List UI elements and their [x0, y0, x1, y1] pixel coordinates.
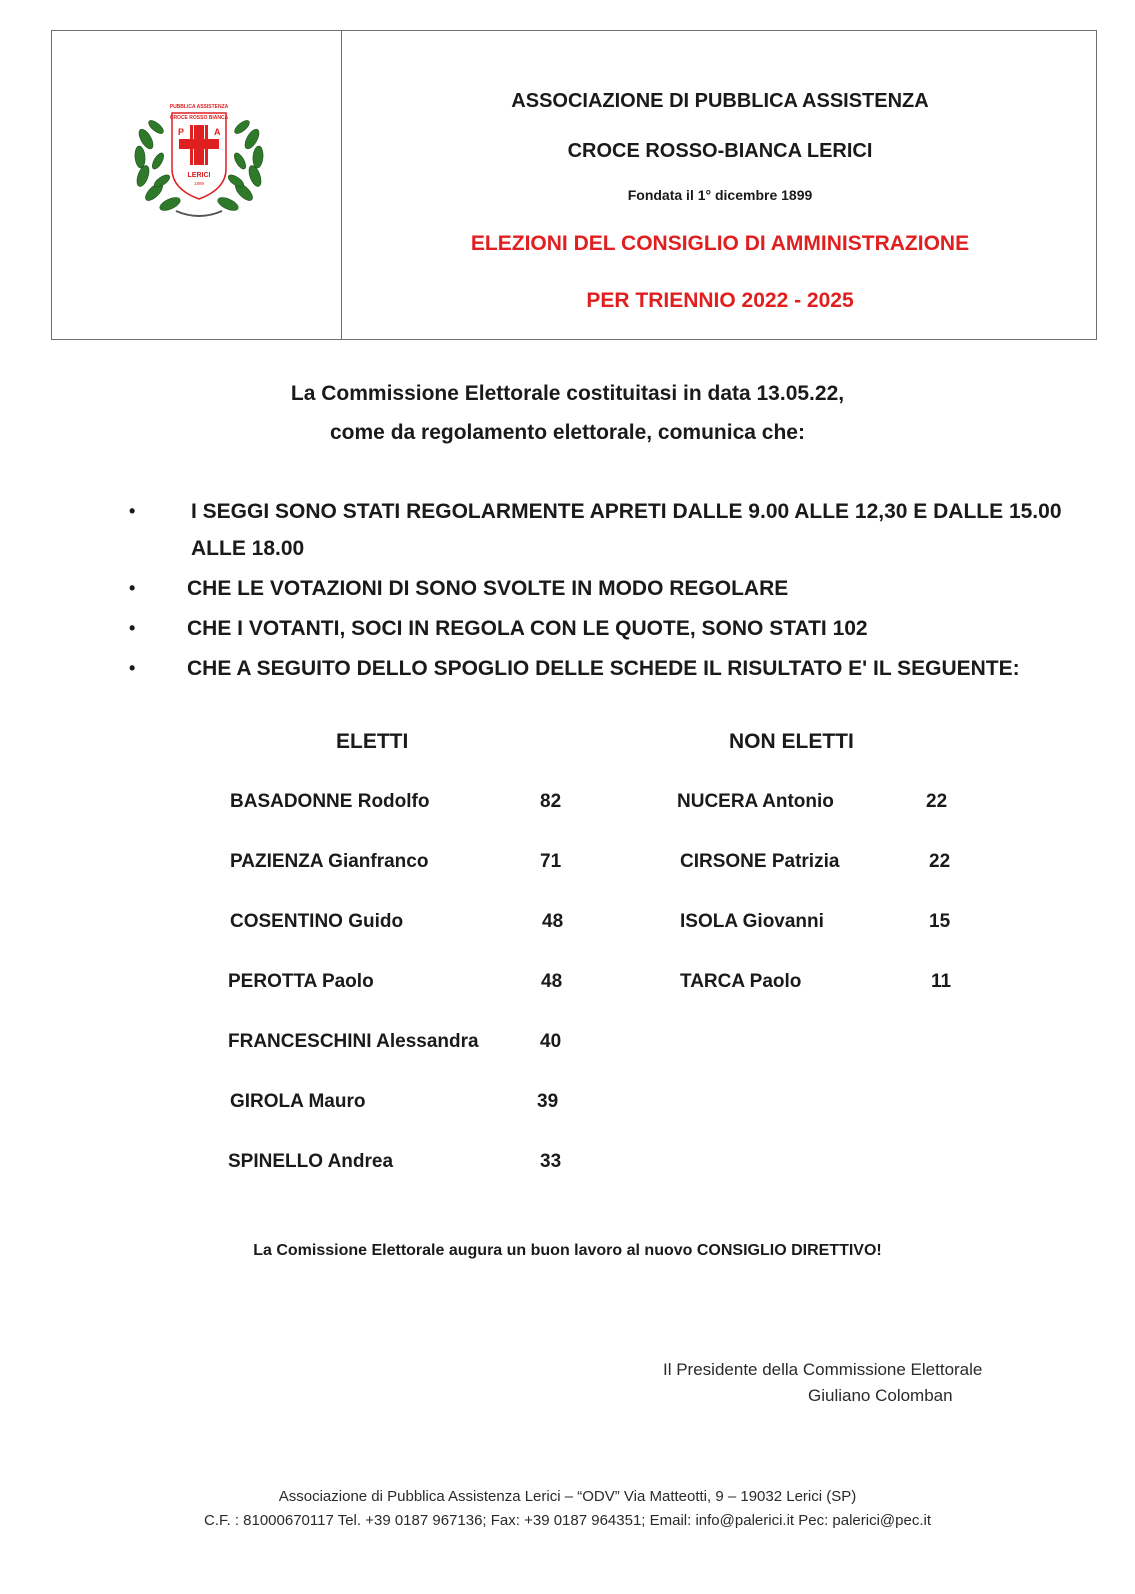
not-elected-votes: 15 [929, 911, 951, 932]
elected-votes: 48 [541, 971, 563, 992]
elected-votes: 71 [540, 851, 562, 872]
elected-heading: ELETTI [336, 730, 409, 753]
letterhead [51, 30, 1097, 340]
not-elected-name: CIRSONE Patrizia [680, 851, 840, 872]
signature-name: Giuliano Colomban [808, 1386, 953, 1405]
organization-name: ASSOCIAZIONE DI PUBBLICA ASSISTENZA [511, 90, 929, 112]
announcement-item [125, 570, 1065, 607]
elected-votes: 40 [540, 1031, 562, 1052]
signature-title: Il Presidente della Commissione Elettorale [663, 1360, 983, 1379]
logo-letter-left: P [178, 127, 185, 137]
logo-top-text-2: CROCE ROSSO BIANCA [169, 115, 229, 121]
announcement-item [125, 610, 1065, 647]
logo-cell [52, 31, 341, 339]
header-text [342, 31, 1098, 339]
logo-bottom-text: LERICI [187, 172, 211, 179]
not-elected-heading: NON ELETTI [729, 730, 854, 753]
association-logo [132, 99, 266, 221]
bullet-icon: • [129, 658, 136, 678]
announcement-text: CHE LE VOTAZIONI DI SONO SVOLTE IN MODO REGOLARE [187, 577, 789, 600]
intro-line-1: La Commissione Elettorale costituitasi in data 13.05.22, [290, 382, 845, 405]
elected-votes: 82 [540, 791, 562, 812]
not-elected-votes: 22 [926, 791, 948, 812]
logo-year-text: 1899 [193, 181, 205, 186]
bullet-icon: • [129, 501, 136, 521]
not-elected-votes: 11 [931, 971, 952, 992]
closing-message: La Comissione Elettorale augura un buon lavoro al nuovo CONSIGLIO DIRETTIVO! [253, 1242, 882, 1259]
elected-votes: 39 [537, 1091, 559, 1112]
elected-name: SPINELLO Andrea [228, 1151, 394, 1172]
announcement-text: CHE I VOTANTI, SOCI IN REGOLA CON LE QUOTE, SONO STATI 102 [187, 617, 868, 640]
organization-subtitle: CROCE ROSSO-BIANCA LERICI [567, 140, 873, 162]
announcement-list [125, 493, 1065, 687]
logo-letter-right: A [214, 127, 221, 137]
logo-top-text-1: PUBBLICA ASSISTENZA [169, 104, 229, 110]
announcement-item [125, 493, 1065, 567]
elected-name: GIROLA Mauro [230, 1091, 366, 1112]
elected-name: BASADONNE Rodolfo [230, 791, 430, 812]
bullet-icon: • [129, 618, 136, 638]
announcement-text: CHE A SEGUITO DELLO SPOGLIO DELLE SCHEDE IL RISULTATO E' IL SEGUENTE: [187, 657, 1020, 680]
elected-name: COSENTINO Guido [230, 911, 404, 932]
not-elected-name: ISOLA Giovanni [680, 911, 824, 932]
intro-line-2: come da regolamento elettorale, comunica che: [330, 421, 805, 444]
not-elected-name: NUCERA Antonio [677, 791, 834, 812]
elected-votes: 33 [540, 1151, 562, 1172]
bullet-icon: • [129, 578, 136, 598]
elected-name: FRANCESCHINI Alessandra [228, 1031, 479, 1052]
footer-contacts: C.F. : 81000670117 Tel. +39 0187 967136; Fax: +39 0187 964351; Email: info@palerici.it Pec: palerici@pec.it [203, 1512, 932, 1529]
not-elected-votes: 22 [929, 851, 951, 872]
announcement-text: I SEGGI SONO STATI REGOLARMENTE APRETI DALLE 9.00 ALLE 12,30 E DALLE 15.00 ALLE 18.00 [191, 500, 1062, 560]
triennium-title: PER TRIENNIO 2022 - 2025 [586, 289, 854, 312]
elected-votes: 48 [542, 911, 564, 932]
elected-name: PAZIENZA Gianfranco [230, 851, 429, 872]
elected-name: PEROTTA Paolo [228, 971, 374, 992]
footer-address: Associazione di Pubblica Assistenza Lerici – “ODV” Via Matteotti, 9 – 19032 Lerici (SP) [278, 1488, 857, 1505]
founded-date: Fondata il 1° dicembre 1899 [627, 187, 813, 203]
announcement-item [125, 650, 1065, 687]
not-elected-name: TARCA Paolo [680, 971, 802, 992]
elections-title: ELEZIONI DEL CONSIGLIO DI AMMINISTRAZIONE [470, 232, 970, 255]
